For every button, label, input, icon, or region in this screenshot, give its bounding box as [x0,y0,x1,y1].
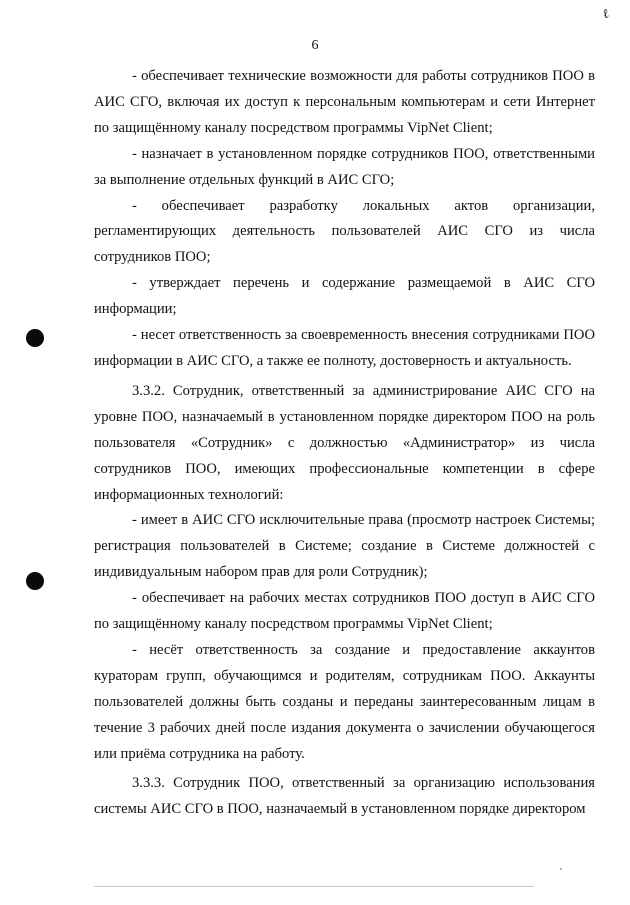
paragraph-assign-staff: - назначает в установленном порядке сотрудников ПОО, ответственными за выполнение отдельных функций в АИС СГО; [94,145,595,188]
paragraph-section-3-3-2: 3.3.2. Сотрудник, ответственный за администрирование АИС СГО на уровне ПОО, назначаемый в установленном порядке директором ПОО на роль пользователя «Сотрудник» с должностью «Администратор» из числа сотрудников ПОО, имеющих профессиональные компетенции в сфере информационных технологий: [94,382,595,503]
document-body [94,64,595,823]
paragraph-workplace-access: - обеспечивает на рабочих местах сотрудников ПОО доступ в АИС СГО по защищённому каналу посредством программы VipNet Client; [94,590,595,633]
paragraph-exclusive-rights: - имеет в АИС СГО исключительные права (просмотр настроек Системы; регистрация пользователей в Системе; создание в Системе должностей с индивидуальным набором прав для роли Сотрудник); [94,512,595,581]
punch-hole-upper [26,329,44,347]
paragraph-approve-list: - утверждает перечень и содержание размещаемой в АИС СГО информации; [94,275,595,318]
paragraph-accounts: - несёт ответственность за создание и предоставление аккаунтов кураторам групп, обучающимся и родителям, сотрудникам ПОО. Аккаунты пользователей должны быть созданы и переданы заинтересованным лицам в течение 3 рабочих дней после издания документа о зачислении обучающегося или приёма сотрудника на работу. [94,641,595,762]
paragraph-section-3-3-3: 3.3.3. Сотрудник ПОО, ответственный за организацию использования системы АИС СГО в ПОО, назначаемый в установленном порядке директором [94,775,595,818]
page-number: 6 [311,38,319,53]
punch-hole-lower [26,572,44,590]
scan-artifact-line [94,886,534,887]
handwritten-corner-mark: ℓ [600,5,611,22]
paragraph-responsibility: - несет ответственность за своевременность внесения сотрудниками ПОО информации в АИС СГО, а также ее полноту, достоверность и актуальность. [94,327,595,369]
paragraph-tech-support: - обеспечивает технические возможности для работы сотрудников ПОО в АИС СГО, включая их доступ к персональным компьютерам и сети Интернет по защищённому каналу посредством программы VipNet Client; [94,68,595,136]
paragraph-local-acts: - обеспечивает разработку локальных актов организации, регламентирующих деятельность пользователей АИС СГО из числа сотрудников ПОО; [94,197,595,266]
scan-artifact-dot [560,868,562,870]
